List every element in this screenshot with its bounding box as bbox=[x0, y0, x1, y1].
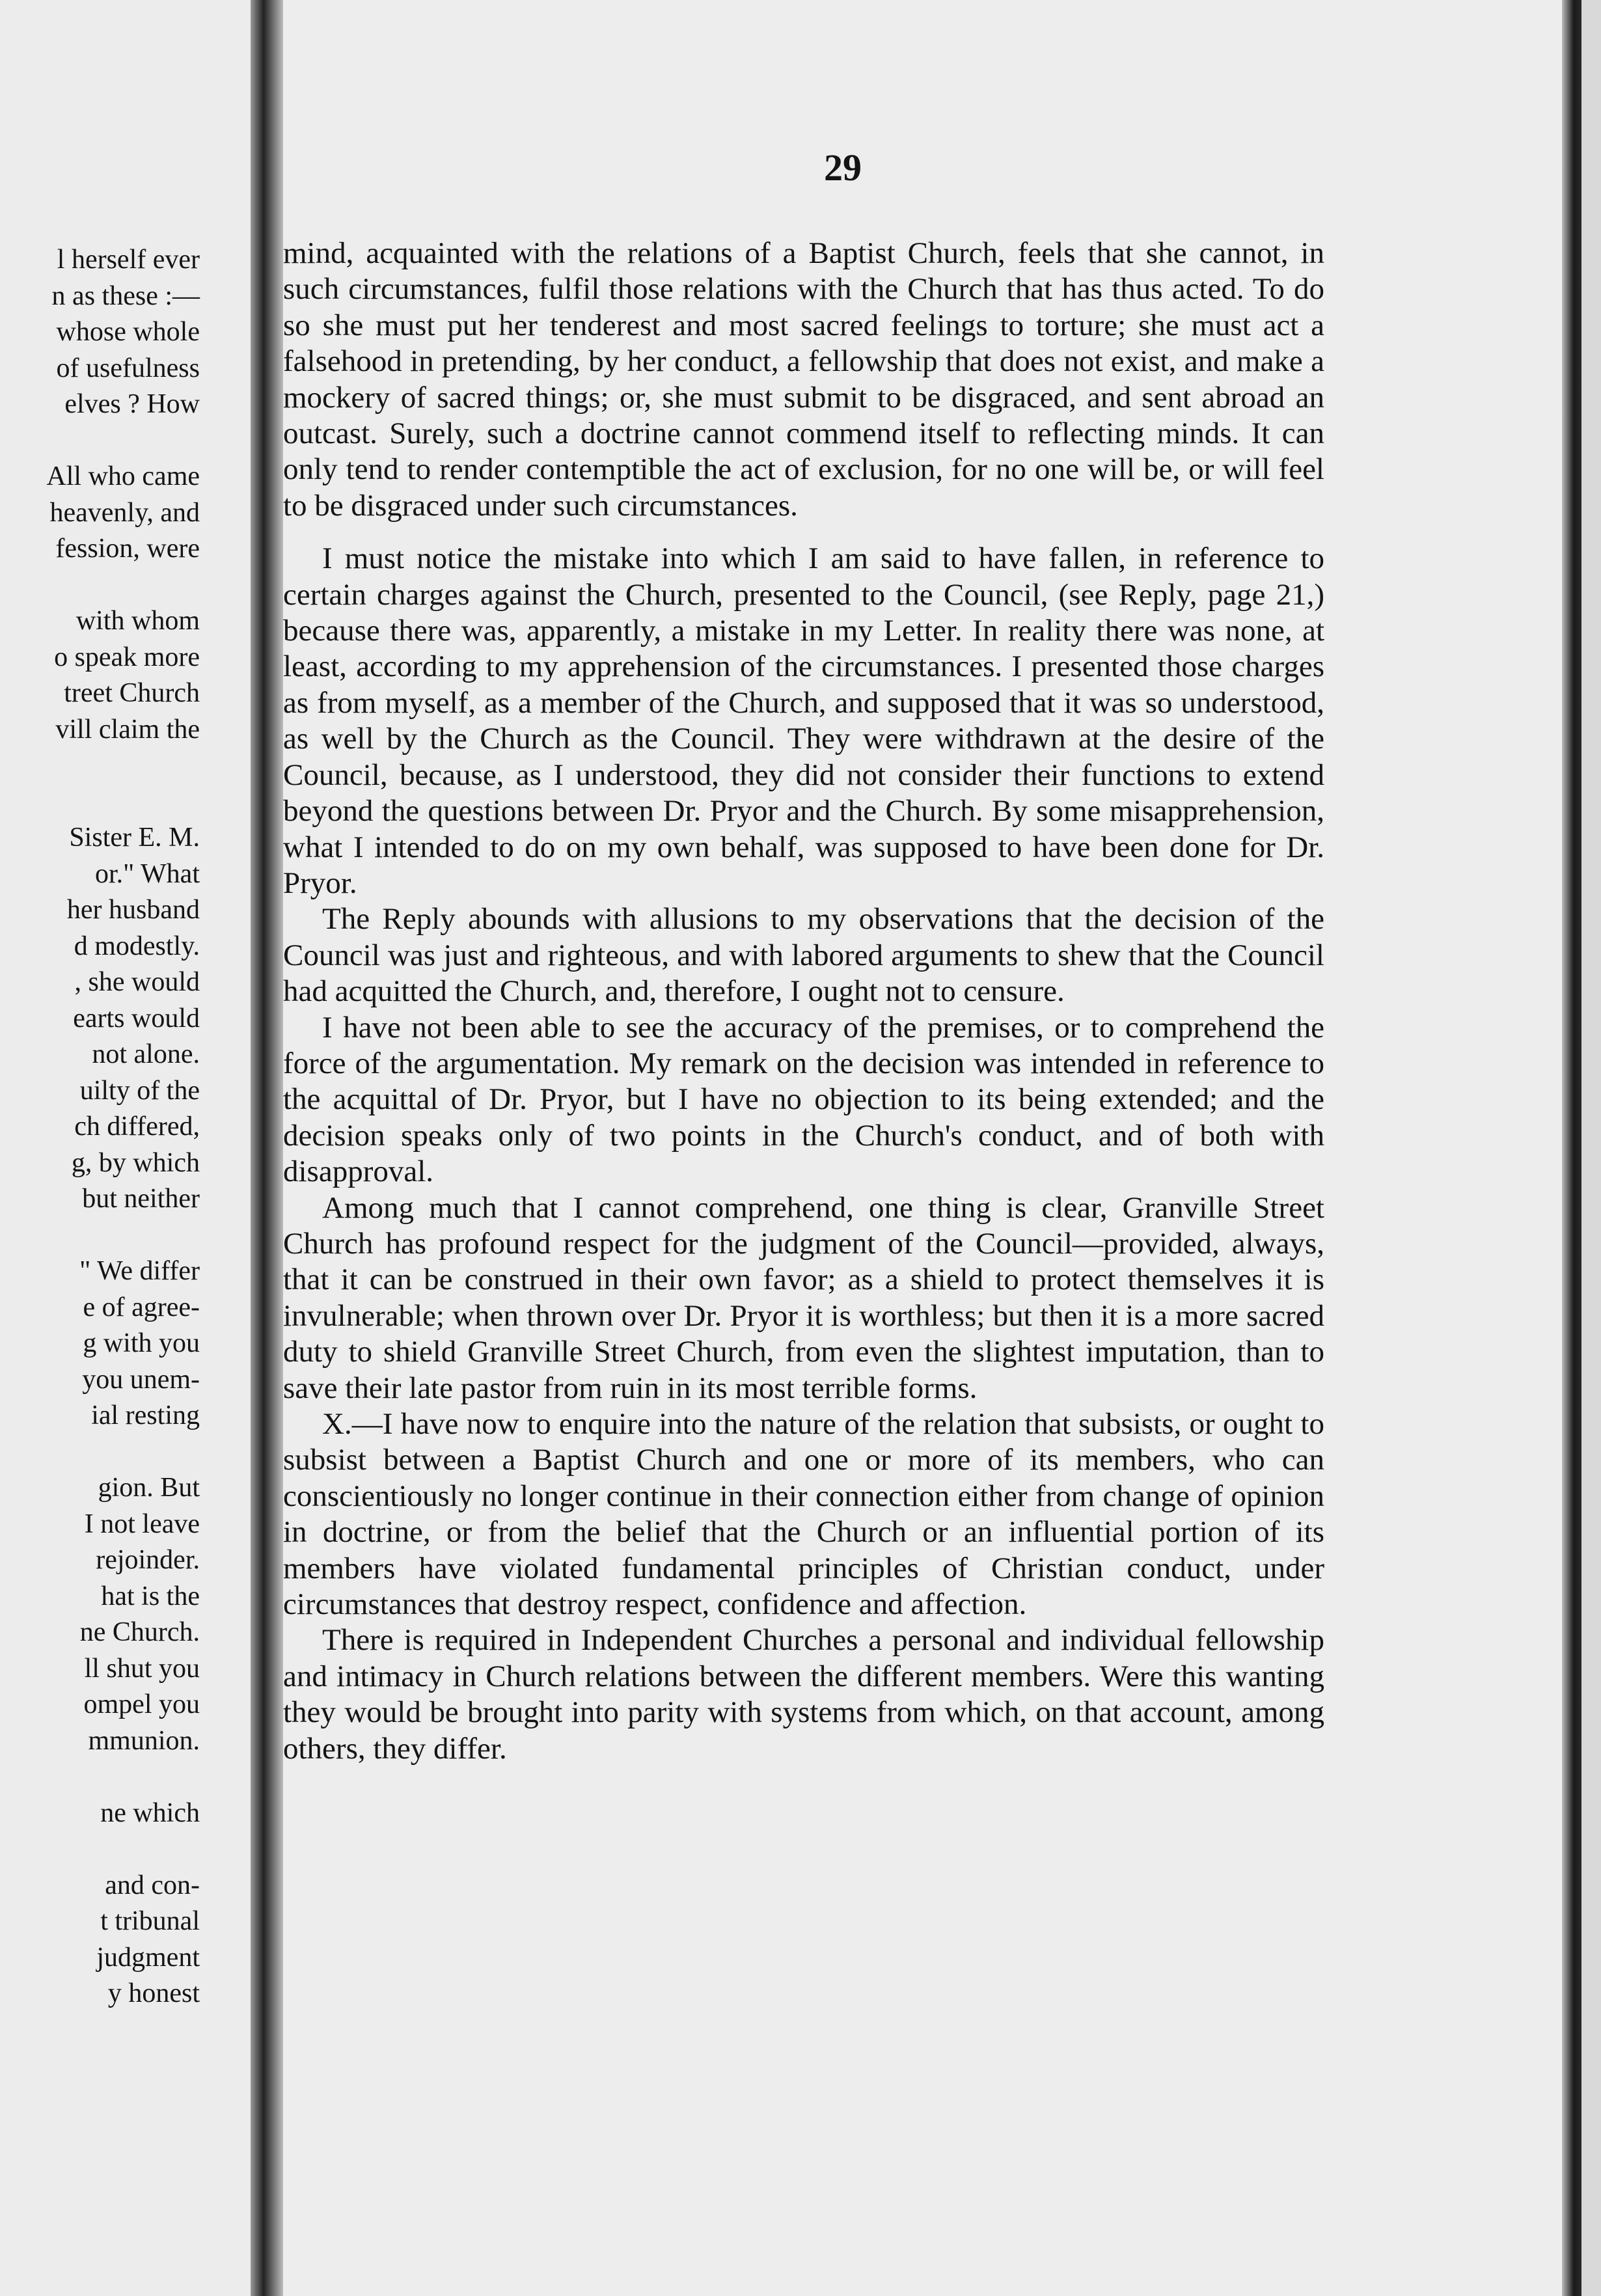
facing-page-line: " We differ bbox=[79, 1256, 200, 1286]
facing-page-line: judgment bbox=[96, 1942, 200, 1973]
facing-page-line: vill claim the bbox=[55, 714, 200, 745]
facing-page-line: you unem- bbox=[82, 1364, 200, 1395]
facing-page-line: but neither bbox=[82, 1184, 200, 1214]
facing-page-line: uilty of the bbox=[79, 1075, 200, 1106]
facing-page-line: rejoinder. bbox=[96, 1545, 200, 1575]
facing-page-line: ch differed, bbox=[74, 1112, 200, 1141]
facing-page-line: , she would bbox=[74, 967, 200, 997]
facing-page-line bbox=[0, 748, 200, 784]
facing-page-line: of usefulness bbox=[56, 353, 200, 383]
paragraph: I have not been able to see the accuracy of the premises, or to comprehend the force of the argumentation. My remark on the decision was intended in reference to the acquittal of Dr. Pryor, but I have no objection to its being extended; and the decision speaks only of two points in the Church's conduct, and of both with disapproval. bbox=[283, 1010, 1324, 1189]
facing-page-line bbox=[0, 1759, 200, 1796]
facing-page-line bbox=[0, 1434, 200, 1471]
facing-page-line bbox=[0, 567, 200, 604]
facing-page-line: or." What bbox=[94, 858, 200, 889]
facing-page-fragment bbox=[0, 0, 251, 2296]
facing-page-line: fession, were bbox=[55, 534, 200, 564]
facing-page-line: l herself ever bbox=[57, 245, 200, 275]
binding-gutter bbox=[251, 0, 283, 2296]
facing-page-line: y honest bbox=[107, 1978, 200, 2008]
facing-page-line: heavenly, and bbox=[49, 497, 200, 528]
facing-page-line: not alone. bbox=[92, 1039, 200, 1069]
facing-page-line bbox=[0, 784, 200, 821]
facing-page-line: t tribunal bbox=[100, 1906, 200, 1936]
facing-page-line: g, by which bbox=[71, 1147, 200, 1178]
facing-page-line: I not leave bbox=[84, 1509, 200, 1539]
facing-page-line: g with you bbox=[83, 1328, 200, 1358]
page-edge-shadow bbox=[1562, 0, 1581, 2296]
facing-page-line: ne Church. bbox=[79, 1617, 200, 1647]
facing-page-line: ial resting bbox=[91, 1401, 200, 1430]
paragraph: I must notice the mistake into which I am said to have fallen, in reference to certain charges against the Church, presented to the Council, (see Reply, page 21,) because there was, apparently, a mistake in my Letter. In reality there was none, at least, according to my apprehension of the circumstances. I presented those charges as from myself, as a member of the Church, and supposed that it was so understood, as well by the Church as the Council. They were withdrawn at the desire of the Council, because, as I understood, they did not consider their functions to extend beyond the questions between Dr. Pryor and the Church. By some misapprehension, what I intended to do on my own behalf, was supposed to have been done for Dr. Pryor. bbox=[283, 541, 1324, 900]
paragraph: Among much that I cannot comprehend, one thing is clear, Granville Street Church has profound respect for the judgment of the Council—provided, always, that it can be construed in their own favor; as a shield to protect themselves it is invulnerable; when thrown over Dr. Pryor it is worthless; but then it is a more sacred duty to shield Granville Street Church, from even the slightest imputation, than to save their late pastor from ruin in its most terrible forms. bbox=[283, 1190, 1324, 1405]
facing-page-line: treet Church bbox=[64, 678, 200, 708]
facing-page-line: All who came bbox=[46, 461, 200, 491]
facing-page-line: hat is the bbox=[101, 1581, 200, 1611]
facing-page-line: gion. But bbox=[98, 1473, 200, 1503]
page-number: 29 bbox=[824, 146, 862, 189]
facing-page-line: with whom bbox=[75, 606, 200, 636]
paragraph: The Reply abounds with allusions to my observations that the decision of the Council was just and righteous, and with labored arguments to shew that the Council had acquitted the Church, and, therefore, I ought not to censure. bbox=[283, 902, 1324, 1009]
facing-page-line: Sister E. M. bbox=[69, 823, 200, 853]
paragraph: X.—I have now to enquire into the nature of the relation that subsists, or ought to subsist between a Baptist Church and one or more of its members, who can conscientiously no longer continue in their connection either from change of opinion in doctrine, or from the belief that the Church or an influential portion of its members have violated fundamental principles of Christian conduct, under circumstances that destroy respect, confidence and affection. bbox=[283, 1407, 1324, 1622]
facing-page-line bbox=[0, 1831, 200, 1868]
main-page bbox=[283, 0, 1581, 2296]
facing-page-line bbox=[0, 423, 200, 459]
paragraph: There is required in Independent Churches a personal and individual fellowship and intimacy in Church relations between the different members. Were this wanting they would be brought into parity with systems from which, on that account, among others, they differ. bbox=[283, 1623, 1324, 1766]
facing-page-text bbox=[0, 242, 200, 2012]
facing-page-line: and con- bbox=[105, 1870, 200, 1900]
body-text bbox=[283, 236, 1324, 1767]
paragraph: mind, acquainted with the relations of a Baptist Church, feels that she cannot, in such circumstances, fulfil those relations with the Church that has thus acted. To do so she must put her tenderest and most sacred feelings to torture; she must act a falsehood in pretending, by her conduct, a fellowship that does not exist, and make a mockery of sacred things; or, she must submit to be disgraced, and sent abroad an outcast. Surely, such a doctrine cannot commend itself to reflecting minds. It can only tend to render contemptible the act of exclusion, for no one will be, or will feel to be disgraced under such circumstances. bbox=[283, 236, 1324, 523]
facing-page-line: n as these :— bbox=[51, 280, 200, 311]
facing-page-line: elves ? How bbox=[64, 389, 200, 419]
facing-page-line: mmunion. bbox=[88, 1725, 200, 1756]
facing-page-line: whose whole bbox=[56, 317, 200, 347]
facing-page-line: ne which bbox=[100, 1797, 200, 1828]
facing-page-line: e of agree- bbox=[83, 1292, 200, 1322]
facing-page-line: o speak more bbox=[54, 642, 200, 672]
facing-page-line: d modestly. bbox=[74, 931, 200, 961]
facing-page-line: her husband bbox=[66, 895, 200, 925]
facing-page-line bbox=[0, 1218, 200, 1254]
facing-page-line: earts would bbox=[73, 1003, 200, 1033]
facing-page-line: ll shut you bbox=[84, 1653, 200, 1684]
facing-page-line: ompel you bbox=[83, 1689, 200, 1719]
